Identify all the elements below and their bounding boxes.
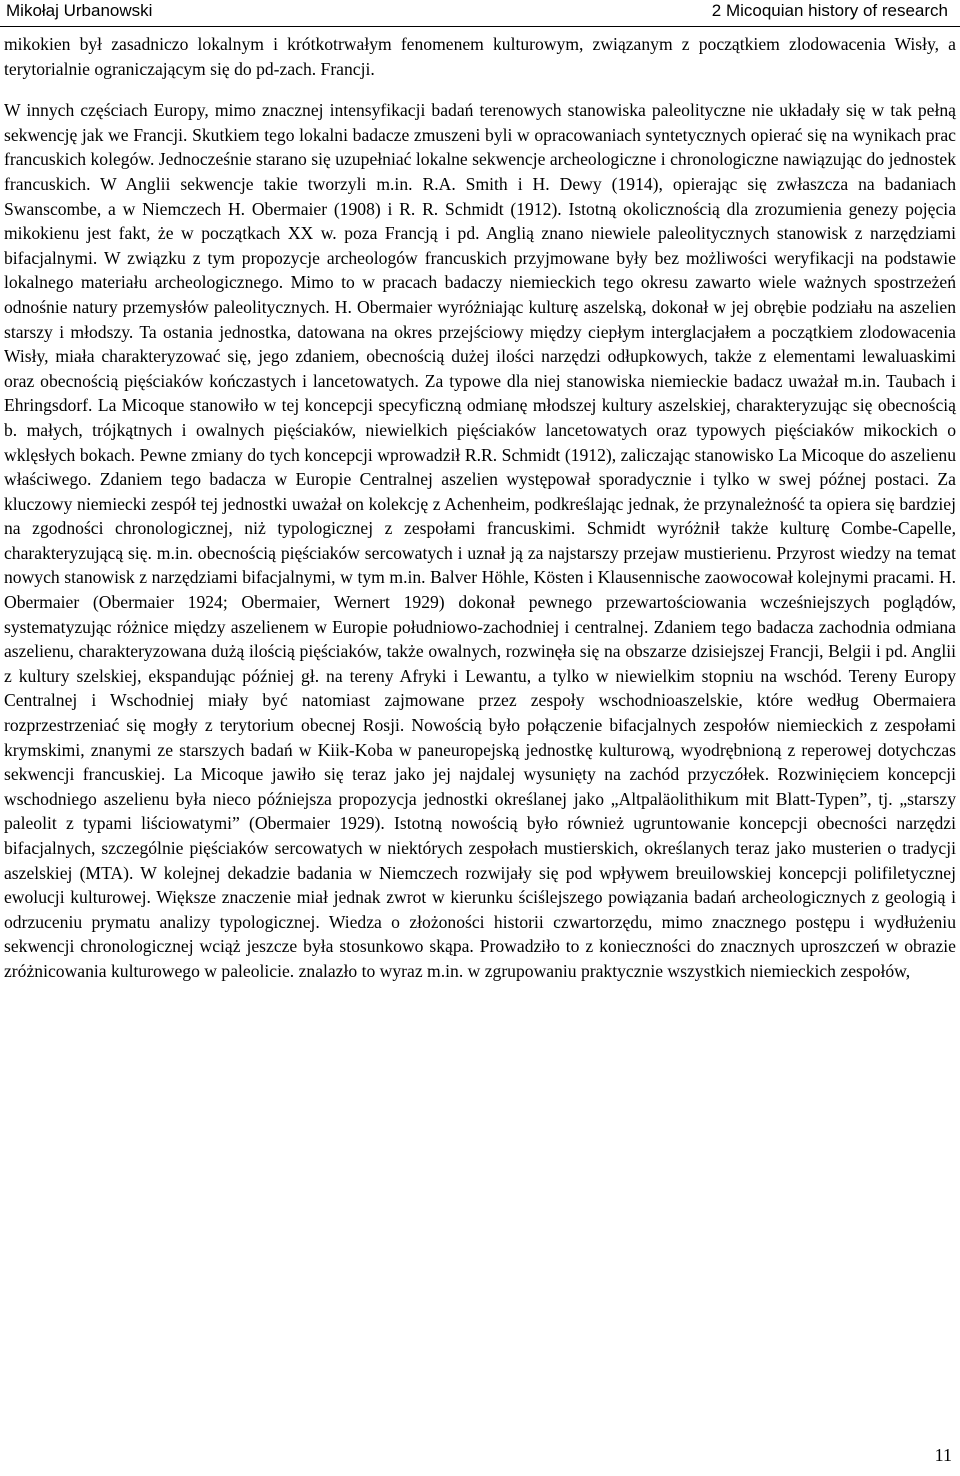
body-text xyxy=(4,32,956,984)
paragraph: mikokien był zasadniczo lokalnym i krótkotrwałym fenomenem kulturowym, związanym z początkiem zlodowacenia Wisły, a terytorialnie ograniczającym się do pd-zach. Francji. xyxy=(4,34,956,79)
page-header xyxy=(0,0,960,27)
running-header-section: 2 Micoquian history of research xyxy=(711,1,948,20)
page-number: 11 xyxy=(934,1445,952,1465)
running-header-author: Mikołaj Urbanowski xyxy=(6,1,153,20)
paragraph: W innych częściach Europy, mimo znacznej intensyfikacji badań terenowych stanowiska paleolityczne nie układały się w tak pełną sekwencję jak we Francji. Skutkiem tego lokalni badacze zmuszeni byli w opracowaniach syntetycznych opierać się na wynikach prac francuskich kolegów. Jednocześnie starano się uzupełniać lokalne sekwencje archeologiczne i chronologiczne nawiązując do jednostek francuskich. W Anglii sekwencje takie tworzyli m.in. R.A. Smith i H. Dewy (1914), opierając się zwłaszcza na badaniach Swanscombe, a w Niemczech H. Obermaier (1908) i R. R. Schmidt (1912). Istotną okolicznością dla zrozumienia genezy pojęcia mikokienu jest fakt, że w początkach XX w. poza Francją i pd. Anglią znano niewiele paleolitycznych stanowisk z narzędziami bifacjalnymi. W związku z tym propozycje archeologów francuskich przyjmowane były bez możliwości weryfikacji na podstawie lokalnego materiału archeologicznego. Mimo to w pracach badaczy niemieckich tego okresu zawarto wiele ważnych spostrzeżeń odnośnie natury przemysłów paleolitycznych. H. Obermaier wyróżniając kulturę aszelską, dokonał w jej obrębie podziału na aszelien starszy i młodszy. Ta ostania jednostka, datowana na okres przejściowy między ciepłym interglacjałem a początkiem zlodowacenia Wisły, miała charakteryzować się, jego zdaniem, obecnością dużej ilości narzędzi odłupkowych, także z elementami lewaluaskimi oraz obecnością pięściaków kończastych i lancetowatych. Za typowe dla niej stanowiska niemieckie badacz uważał m.in. Taubach i Ehringsdorf. La Micoque stanowiło w tej koncepcji specyficzną odmianę młodszej kultury aszelskiej, charakteryzując się obecnością b. małych, trójkątnych i owalnych pięściaków, niewielkich pięściaków lancetowatych oraz typowych pięściaków mikockich o wklęsłych bokach. Pewne zmiany do tych koncepcji wprowadził R.R. Schmidt (1912), zaliczając stanowisko La Micoque do aszelienu właściwego. Zdaniem tego badacza w Europie Centralnej aszelien występował sporadycznie i tylko w swej późnej postaci. Za kluczowy niemiecki zespół tej jednostki uważał on kolekcję z Achenheim, podkreślając jednak, że przynależność ta opiera się bardziej na zgodności chronologicznej, niż typologicznej z zespołami francuskimi. Schmidt wyróżnił także kulturę Combe-Capelle, charakteryzującą się. m.in. obecnością pięściaków sercowatych i uznał ją za najstarszy przejaw mustierienu. Przyrost wiedzy na temat nowych stanowisk z narzędziami bifacjalnymi, w tym m.in. Balver Höhle, Kösten i Klausennische zaowocował kolejnymi pracami. H. Obermaier (Obermaier 1924; Obermaier, Wernert 1929) dokonał pewnego przewartościowania wcześniejszych poglądów, systematyzując różnice między aszelienem w Europie południowo-zachodniej i centralnej. Zdaniem tego badacza zachodnia odmiana aszelienu, charakteryzowana dużą ilością pięściaków, także owalnych, rozwinęła się na obszarze dzisiejszej Francji, Belgii i pd. Anglii z kultury szelskiej, ekspandując później gł. na tereny Afryki i Lewantu, a tylko w niewielkim stopniu na wschód. Tereny Europy Centralnej i Wschodniej miały być natomiast zajmowane przez zespoły wschodnioaszelskie, które według Obermaiera rozprzestrzeniać się mogły z terytorium obecnej Rosji. Nowością było połączenie bifacjalnych zespołów niemieckich z zespołami krymskimi, znanymi ze starszych badań w Kiik-Koba w paneuropejską jednostkę kulturową, wyodrębnioną z reperowej dotychczas sekwencji francuskiej. La Micoque jawiło się teraz jako jej najdalej wysunięty na zachód przyczółek. Rozwinięciem koncepcji wschodniego aszelienu była nieco późniejsza propozycja jednostki określanej jako „Altpaläolithikum mit Blatt-Typen”, tj. „starszy paleolit z typami liściowatymi” (Obermaier 1929). Istotną nowością było również ugruntowanie koncepcji obecności narzędzi bifacjalnych, szczególnie pięściaków sercowatych w niektórych zespołach mustierskich, określanych teraz jako musterien o tradycji aszelskiej (MTA). W kolejnej dekadzie badania w Niemczech rozwijały się pod wpływem breuilowskiej koncepcji polifiletycznej ewolucji kulturowej. Większe znaczenie miał jednak zwrot w kierunku ściślejszego powiązania badań archeologicznych z geologią i odrzuceniu prymatu analizy typologicznej. Wiedza o złożoności historii czwartorzędu, mimo znacznego postępu i wydłużeniu sekwencji chronologicznej wciąż jeszcze była stosunkowo skąpa. Prowadziło to z konieczności do znacznych uproszczeń w obrazie zróżnicowania kulturowego w paleolicie. znalazło to wyraz m.in. w zgrupowaniu praktycznie wszystkich niemieckich zespołów, xyxy=(4,100,956,981)
